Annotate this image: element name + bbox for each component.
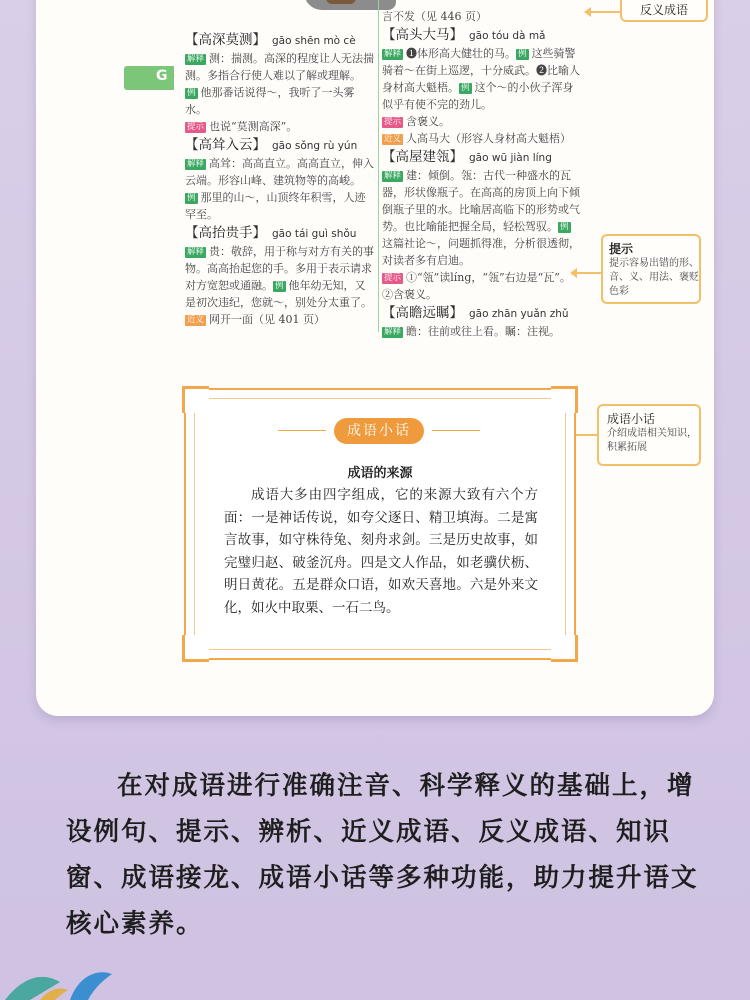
entry-example: 他年幼无知，又是初次违纪，您就～，别处分太重了。 [185, 279, 372, 309]
tip-tag: 提示 [187, 122, 205, 132]
corner-ornament [182, 386, 209, 413]
corner-ornament [182, 635, 209, 662]
story-pill-title: 成语小话 [334, 418, 424, 444]
example-tag: 例 [187, 88, 196, 98]
promo-text: 在对成语进行准确注音、科学释义的基础上，增设例句、提示、辨析、近义成语、反义成语、知识窗、成语接龙、成语小话等多种功能，助力提升语文核心素养。 [66, 771, 699, 939]
side-letter: G [156, 68, 168, 84]
explain-tag: 解释 [384, 171, 402, 181]
entry: 【高耸入云】 gāo sǒng rù yún 解释 高耸：高高直立。高高直立，伸入云端。形容山峰、建筑物等的高峻。例 那里的山～，山顶终年积雪，人迹罕至。 [185, 137, 375, 221]
entry-tip: ①“瓴”读líng，“瓴”右边是“瓦”。②含褒义。 [382, 271, 571, 301]
entry-idiom: 高抬贵手 [198, 225, 253, 241]
entry-near: 网开一面（见 401 页） [209, 313, 326, 326]
bird-illustration [0, 960, 130, 1000]
corner-ornament [551, 635, 578, 662]
entry-example: 那里的山～，山顶终年积雪，人迹罕至。 [185, 191, 366, 221]
example-tag: 例 [275, 281, 284, 291]
story-body: 成语大多由四字组成，它的来源大致有六个方面：一是神话传说，如夸父逐日、精卫填海。二是寓言故事，如守株待兔、刻舟求剑。三是历史故事，如完璧归赵、破釜沉舟。四是文人作品，如老骥伏枥、明日黄花。五是群众口语，如欢天喜地。六是外来文化，如火中取栗、一石二鸟。 [224, 487, 538, 616]
left-column [185, 30, 375, 328]
callout-arrow [590, 11, 620, 13]
entry-pinyin: gāo tóu dà mǎ [469, 30, 546, 42]
example-tag: 例 [560, 222, 569, 232]
callout-tip [601, 234, 701, 304]
callout-tip-desc: 提示容易出错的形、音、义、用法、褒贬色彩 [609, 258, 699, 297]
idiom-story-box [184, 388, 576, 660]
entry-tip: 也说“莫测高深”。 [209, 120, 298, 133]
near-tag: 近义 [187, 315, 205, 325]
entry-explain: 测：揣测。高深的程度让人无法揣测。多指合行使人难以了解或理解。 [185, 52, 375, 82]
story-title: 成语的来源 [347, 466, 413, 481]
example-tag: 例 [518, 49, 527, 59]
explain-tag: 解释 [384, 327, 402, 337]
entry-pinyin: gāo sǒng rù yún [272, 140, 358, 152]
entry-explain: 高耸：高高直立。高高直立，伸入云端。形容山峰、建筑物等的高峻。 [185, 157, 375, 187]
entry: 【高头大马】 gāo tóu dà mǎ 解释 ❶体形高大健壮的马。 例 这些骑警骑着～在街上巡逻，十分威武。❷比喻人身材高大魁梧。 例 这个～的小伙子浑身似乎有使不完的劲儿。 提示 含褒义。 近义 人高马大（形容人身材高大魁梧） [382, 27, 580, 145]
callout-arrow [576, 272, 601, 274]
entry-example: 这个～的小伙子浑身似乎有使不完的劲儿。 [382, 81, 574, 111]
entry-idiom: 高瞻远瞩 [395, 305, 450, 321]
entry-explain: 瞻：往前或往上看。瞩：注视。 [406, 325, 561, 338]
callout-story [597, 404, 701, 466]
entry-idiom: 高头大马 [395, 27, 450, 43]
entry-idiom: 高屋建瓴 [395, 149, 450, 165]
entry-example: 他那番话说得～，我听了一头雾水。 [185, 86, 355, 116]
corner-ornament [551, 386, 578, 413]
explain-tag: 解释 [384, 49, 402, 59]
entry-pinyin: gāo wū jiàn líng [469, 152, 552, 164]
entry-near: 人高马大（形容人身材高大魁梧） [406, 132, 572, 145]
near-tag: 近义 [384, 134, 402, 144]
callout-antonym-title: 反义成语 [639, 3, 688, 17]
callout-antonym [620, 0, 708, 22]
example-tag: 例 [461, 83, 470, 93]
entry-example: 这些骑警骑着～在街上巡逻，十分威武。❷比喻人身材高大魁梧。 [382, 47, 580, 94]
entry-explain: 建：倾倒。瓴：古代一种盛水的瓦器，形状像瓶子。在高高的房顶上向下倾倒瓶子里的水。比喻居高临下的形势或气势。也比喻能把握全局，轻松驾驭。 [382, 169, 580, 233]
explain-tag: 解释 [187, 54, 205, 64]
entry-idiom: 高深莫测 [198, 32, 253, 48]
column-divider [378, 0, 379, 332]
explain-tag: 解释 [187, 159, 205, 169]
tip-tag: 提示 [384, 117, 402, 127]
explain-tag: 解释 [187, 247, 205, 257]
right-column [382, 8, 580, 340]
entry: 【高深莫测】 gāo shēn mò cè 解释 测：揣测。高深的程度让人无法揣测。多指合行使人难以了解或理解。例 他那番话说得～，我听了一头雾水。 提示 也说“莫测高深”。 [185, 32, 375, 133]
entry-explain: 贵：敬辞，用于称与对方有关的事物。高高抬起您的手。多用于表示请求对方宽恕或通融。 [185, 245, 375, 292]
entry: 【高屋建瓴】 gāo wū jiàn líng 解释 建：倾倒。瓴：古代一种盛水的瓦器，形状像瓶子。在高高的房顶上向下倾倒瓶子里的水。比喻居高临下的形势或气势。也比喻能把握全局，轻松驾驭。 例这篇社论～，问题抓得准，分析很透彻，对读者多有启迪。 提示 ①“瓴”读líng，“瓴”右边是“瓦”。②含褒义。 [382, 149, 580, 301]
entry: 【高抬贵手】 gāo tái guì shǒu 解释 贵：敬辞，用于称与对方有关的事物。高高抬起您的手。多用于表示请求对方宽恕或通融。 例 他年幼无知，又是初次违纪，您就～，别处分太重了。 近义 网开一面（见 401 页） [185, 225, 375, 326]
callout-story-title: 成语小话 [607, 412, 656, 426]
entry-tip: 含褒义。 [406, 115, 451, 128]
entry: 【高瞻远瞩】 gāo zhān yuǎn zhǔ 解释 瞻：往前或往上看。瞩：注视。 [382, 305, 569, 338]
callout-story-desc: 介绍成语相关知识，积累拓展 [607, 428, 697, 453]
side-letter-tab [124, 66, 174, 90]
entry-pinyin: gāo zhān yuǎn zhǔ [469, 308, 569, 320]
tip-tag: 提示 [384, 273, 402, 283]
callout-tip-title: 提示 [609, 242, 634, 256]
example-tag: 例 [187, 193, 196, 203]
entry-idiom: 高耸入云 [198, 137, 253, 153]
entry-pinyin: gāo shēn mò cè [272, 35, 356, 47]
entry-example: 这篇社论～，问题抓得准，分析很透彻，对读者多有启迪。 [382, 237, 580, 267]
entry-cut-line: 言不发（见 446 页） [382, 10, 487, 23]
illustration-object [326, 0, 356, 4]
entry-explain: ❶体形高大健壮的马。 [406, 47, 517, 60]
entry-pinyin: gāo tái guì shǒu [272, 228, 357, 240]
